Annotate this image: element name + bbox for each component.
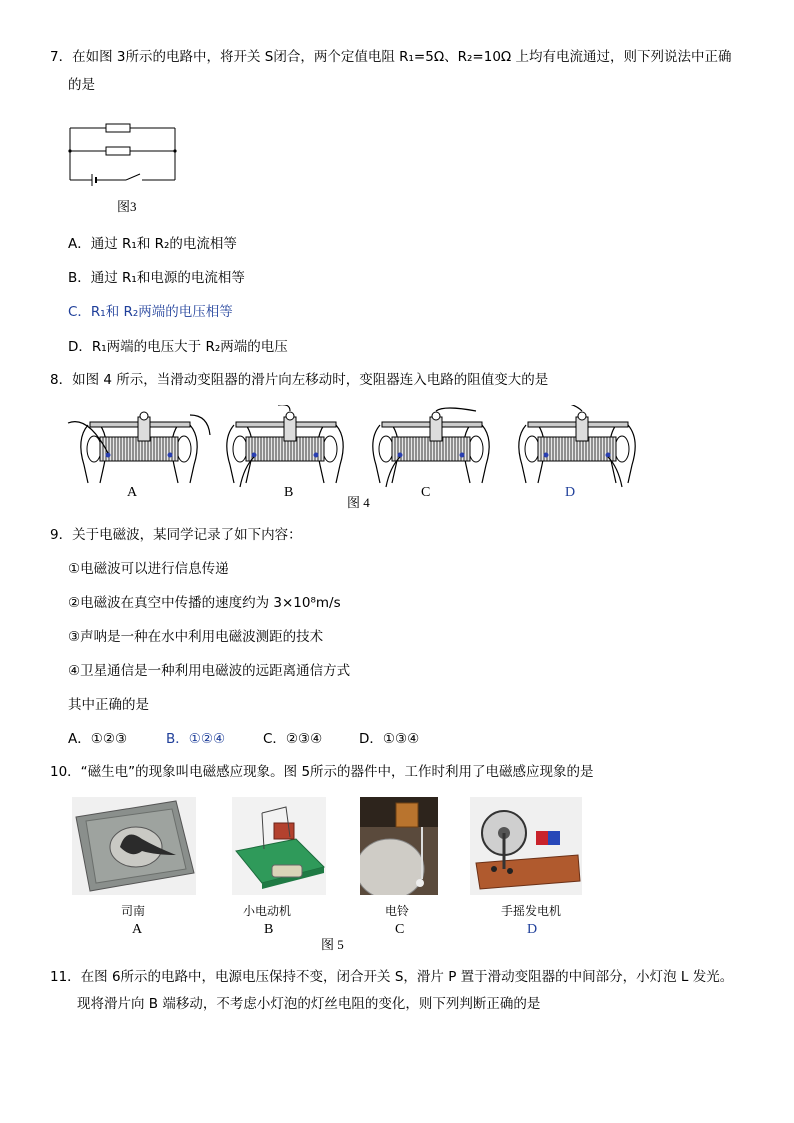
q9-option-c[interactable]: C．②③④ <box>263 731 323 747</box>
device-label-electric-bell: 电铃 <box>385 904 410 918</box>
q9-option-a[interactable]: A．①②③ <box>68 731 128 747</box>
q7-option-a[interactable]: A．通过 R₁和 R₂的电流相等 <box>68 236 237 252</box>
q10-choice-d[interactable]: D <box>527 922 538 937</box>
figure-caption-4: 图 4 <box>347 495 370 510</box>
q8-stem: 8．如图 4 所示，当滑动变阻器的滑片向左移动时，变阻器连入电路的阻值变大的是 <box>50 372 549 388</box>
q8-choice-c[interactable]: C <box>421 485 431 500</box>
circuit-diagram-fig3 <box>64 118 184 188</box>
q9-item-1: ①电磁波可以进行信息传递 <box>68 561 229 577</box>
q10-choice-b[interactable]: B <box>264 922 274 937</box>
device-label-sinan: 司南 <box>121 904 146 918</box>
q8-choice-a[interactable]: A <box>127 485 138 500</box>
rheostat-figures-fig4 <box>66 405 646 490</box>
hand-crank-generator-photo <box>470 797 582 895</box>
q7-option-c[interactable]: C．R₁和 R₂两端的电压相等 <box>68 304 233 320</box>
small-motor-photo <box>232 797 326 895</box>
device-label-hand-crank-generator: 手摇发电机 <box>501 904 562 918</box>
q10-choice-c[interactable]: C <box>395 922 405 937</box>
q7-stem-line2: 的是 <box>68 77 95 93</box>
q9-item-2: ②电磁波在真空中传播的速度约为 3×10⁸m/s <box>68 595 341 611</box>
q7-stem-line1: 7．在如图 3所示的电路中，将开关 S闭合，两个定值电阻 R₁=5Ω、R₂=10Ω 上均有电流通过，则下列说法中正确 <box>50 49 732 65</box>
sinan-compass-photo <box>72 797 196 895</box>
q9-stem: 9．关于电磁波，某同学记录了如下内容： <box>50 527 302 543</box>
electric-bell-photo <box>360 797 438 895</box>
q9-option-d[interactable]: D．①③④ <box>359 731 420 747</box>
q10-choice-a[interactable]: A <box>132 922 143 937</box>
q9-item-4: ④卫星通信是一种利用电磁波的远距离通信方式 <box>68 663 351 679</box>
figure-caption-3: 图3 <box>117 199 137 214</box>
q10-stem: 10．“磁生电”的现象叫电磁感应现象。图 5所示的器件中，工作时利用了电磁感应现象的是 <box>50 764 594 780</box>
q9-prompt: 其中正确的是 <box>68 697 149 713</box>
figure-caption-5: 图 5 <box>321 937 344 952</box>
q8-choice-b[interactable]: B <box>284 485 294 500</box>
q9-item-3: ③声呐是一种在水中利用电磁波测距的技术 <box>68 629 324 645</box>
q11-stem-line2: 现将滑片向 B 端移动，不考虑小灯泡的灯丝电阻的变化，则下列判断正确的是 <box>77 996 541 1012</box>
q11-stem-line1: 11．在图 6所示的电路中，电源电压保持不变，闭合开关 S，滑片 P 置于滑动变阻器的中间部分，小灯泡 L 发光。 <box>50 969 734 985</box>
q7-option-b[interactable]: B．通过 R₁和电源的电流相等 <box>68 270 245 286</box>
device-label-small-motor: 小电动机 <box>243 904 292 918</box>
q8-choice-d[interactable]: D <box>565 485 576 500</box>
q7-option-d[interactable]: D．R₁两端的电压大于 R₂两端的电压 <box>68 339 288 355</box>
q9-option-b[interactable]: B．①②④ <box>166 731 226 747</box>
